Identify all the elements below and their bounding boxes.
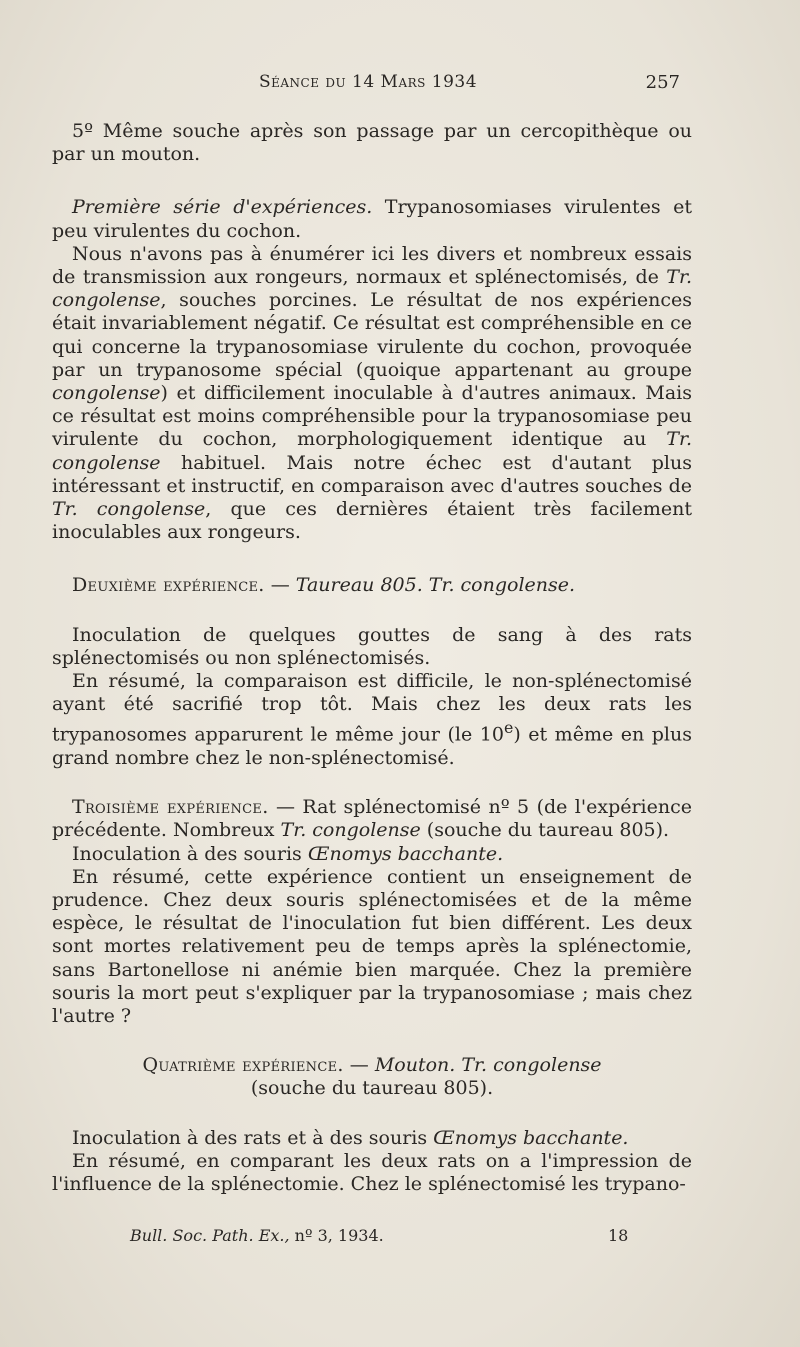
heading-label: Quatrième expérience. xyxy=(142,1054,344,1077)
species-name: congolense xyxy=(52,382,161,405)
heading-subject: Taureau 805. Tr. congolense. xyxy=(295,574,576,597)
text-run: ) et même en plus grand nombre chez le non-splénectomisé. xyxy=(52,723,692,769)
section-title-rest: Trypanosomiases virulentes et peu virulentes du cochon. xyxy=(52,196,692,242)
paragraph-inoculation-rats: Inoculation de quelques gouttes de sang à des rats splénectomisés ou non splénectomisés. xyxy=(52,623,692,669)
heading-label: Troisième expérience. xyxy=(72,796,269,819)
text-run: En résumé, la comparaison est difficile, le non-splénectomisé ayant été sacrifié trop tôt. Mais chez les deux rats les trypanosomes apparurent le même jour (le 10 xyxy=(52,670,692,746)
signature-mark: 18 xyxy=(608,1226,629,1245)
text-run: Inoculation à des rats et à des souris xyxy=(72,1126,434,1149)
text-run: Inoculation à des souris xyxy=(72,842,308,865)
species-name: Tr. congolense xyxy=(52,428,692,474)
paragraph-inoculation-souris xyxy=(52,843,692,866)
text-run: — Rat splénectomisé nº 5 (de l'expérience précédente. Nombreux xyxy=(52,796,692,842)
heading-dash: — xyxy=(343,1054,375,1077)
paragraph-resume-2 xyxy=(52,670,692,770)
running-head: Séance du 14 Mars 1934 xyxy=(258,72,478,92)
page-footer xyxy=(130,1226,630,1252)
page-header xyxy=(56,72,680,102)
species-name: Tr. congolense xyxy=(52,498,206,521)
text-run: , souches porcines. Le résultat de nos expériences était invariablement négatif. Ce résultat est compréhensible en ce qui concerne la trypanosomiase virulente du cochon, provoquée par un trypanosome spécial (quoique appartenant au groupe xyxy=(52,289,692,381)
text-run: habituel. Mais notre échec est d'autant plus intéressant et instructif, en comparaison avec d'autres souches de xyxy=(52,451,692,497)
paragraph-inoculation-rats-souris xyxy=(52,1127,692,1150)
journal-name: Bull. Soc. Path. Ex., xyxy=(130,1226,290,1245)
paragraph-resume-4: En résumé, en comparant les deux rats on a l'impression de l'influence de la splénectomie. Chez le splénectomisé les trypano- xyxy=(52,1149,692,1196)
superscript: e xyxy=(503,718,514,738)
paragraph-transmission xyxy=(52,243,692,545)
heading-subject: Mouton. Tr. congolense xyxy=(374,1054,602,1077)
heading-dash: — xyxy=(264,574,296,597)
heading-deuxieme-experience xyxy=(52,574,692,597)
species-name: Œnomys bacchante. xyxy=(433,1126,629,1149)
heading-line-2: (souche du taureau 805). xyxy=(250,1077,494,1100)
text-run: , que ces dernières étaient très facilement inoculables aux rongeurs. xyxy=(52,498,693,544)
journal-reference xyxy=(130,1226,384,1245)
heading-label: Deuxième expérience. xyxy=(72,574,265,597)
section-premiere-serie xyxy=(52,196,692,242)
heading-quatrieme-experience xyxy=(52,1054,692,1100)
page-number: 257 xyxy=(645,72,680,93)
text-run: (souche du taureau 805). xyxy=(420,819,670,842)
text-run: Nous n'avons pas à énumérer ici les divers et nombreux essais de transmission aux rongeurs, normaux et splénectomisés, de xyxy=(52,242,692,289)
body-text xyxy=(52,120,692,1196)
paragraph-troisieme-experience xyxy=(52,796,692,842)
species-name: Œnomys bacchante. xyxy=(307,842,504,865)
species-name: Tr. congolense xyxy=(280,819,421,842)
species-name: Tr. congolense xyxy=(52,266,692,312)
paragraph-resume-3: En résumé, cette expérience contient un enseignement de prudence. Chez deux souris splénectomisées et de la même espèce, le résultat de l'inoculation fut bien différent. Les deux sont mortes relativement peu de temps après la splénectomie, sans Bartonellose ni anémie bien marquée. Chez la première souris la mort peut s'expliquer par la trypanosomiase ; mais chez l'autre ? xyxy=(52,865,692,1028)
journal-issue: nº 3, 1934. xyxy=(289,1226,384,1245)
text-run: ) et difficilement inoculable à d'autres animaux. Mais ce résultat est moins compréhensible pour la trypanosomiase peu virulente du cochon, morphologiquement identique au xyxy=(52,382,692,451)
paragraph-souche: 5º Même souche après son passage par un cercopithèque ou par un mouton. xyxy=(52,120,692,166)
section-title: Première série d'expériences. xyxy=(72,196,373,219)
